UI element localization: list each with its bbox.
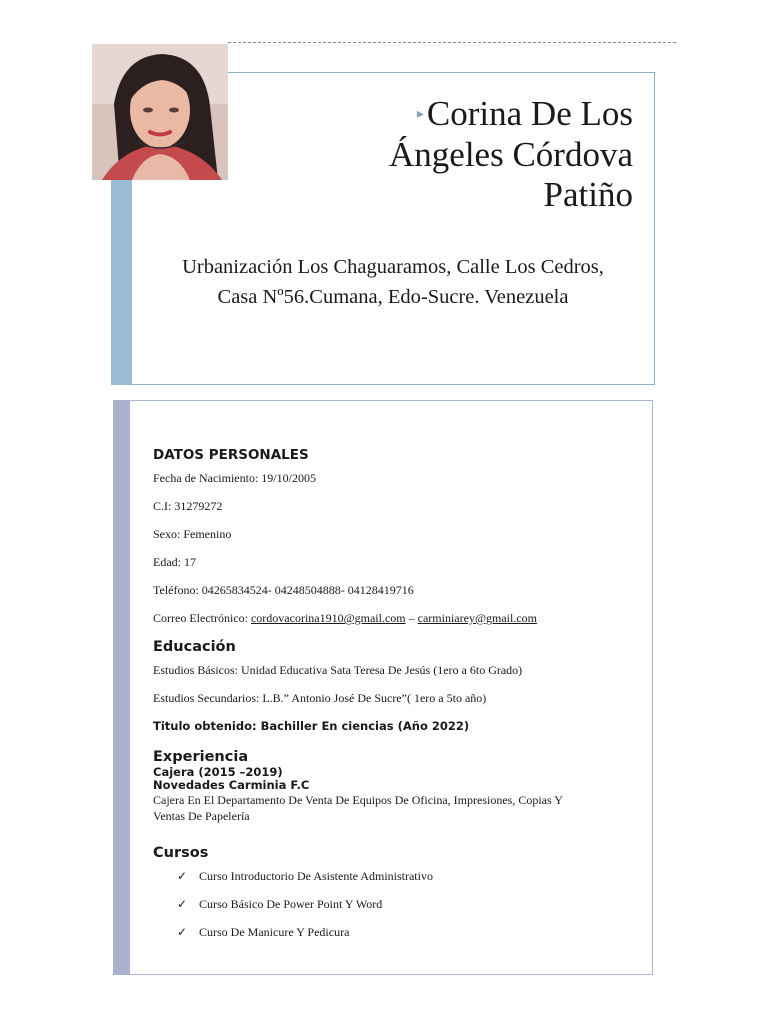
- checkmark-icon: ✓: [177, 925, 188, 939]
- address-line-2: Casa Nº56.Cumana, Edo-Sucre. Venezuela: [217, 286, 569, 308]
- fecha-nacimiento: Fecha de Nacimiento: 19/10/2005: [153, 471, 316, 485]
- correo-separator: –: [405, 611, 418, 625]
- correo-electronico: [153, 610, 633, 626]
- address: [140, 252, 646, 312]
- cv-content: [153, 446, 633, 952]
- experiencia-descripcion-2: Ventas De Papelería: [153, 809, 250, 823]
- name-line-1-text: Corina De Los: [426, 94, 633, 133]
- experiencia-empresa: Novedades Carminia F.C: [153, 778, 310, 792]
- checkmark-icon: ✓: [177, 869, 188, 883]
- telefono: Teléfono: 04265834524- 04248504888- 04128419716: [153, 583, 414, 597]
- curso-label: Curso Básico De Power Point Y Word: [199, 897, 383, 911]
- section-title-experiencia: Experiencia: [153, 749, 249, 765]
- curso-label: Curso De Manicure Y Pedicura: [199, 925, 350, 939]
- experiencia-cargo: Cajera (2015 –2019): [153, 765, 283, 779]
- email-link-1[interactable]: cordovacorina1910@gmail.com: [250, 611, 406, 625]
- list-item: [153, 896, 633, 912]
- edad: Edad: 17: [153, 555, 196, 569]
- experiencia-descripcion-1: Cajera En El Departamento De Venta De Equipos De Oficina, Impresiones, Copias Y: [153, 793, 563, 807]
- sexo: Sexo: Femenino: [153, 527, 232, 541]
- section-title-cursos: Cursos: [153, 845, 209, 861]
- portrait-photo-icon: [92, 44, 228, 180]
- cursos-list: [153, 868, 633, 940]
- list-item: [153, 868, 633, 884]
- section-title-datos-personales: DATOS PERSONALES: [153, 447, 309, 463]
- address-line-1: Urbanización Los Chaguaramos, Calle Los Cedros,: [182, 256, 604, 278]
- name-line-3: Patiño: [543, 175, 633, 214]
- header-accent-bar: [111, 180, 132, 385]
- estudios-secundarios: Estudios Secundarios: L.B.” Antonio José De Sucre”( 1ero a 5to año): [153, 691, 487, 705]
- name-line-2: Ángeles Córdova: [389, 135, 633, 174]
- bullet-triangle-icon: ▸: [416, 107, 424, 122]
- correo-label: Correo Electrónico:: [153, 611, 251, 625]
- curso-label: Curso Introductorio De Asistente Administrativo: [199, 869, 433, 883]
- estudios-basicos: Estudios Básicos: Unidad Educativa Sata Teresa De Jesús (1ero a 6to Grado): [153, 663, 523, 677]
- list-item: [153, 924, 633, 940]
- section-title-educacion: Educación: [153, 639, 236, 655]
- titulo-obtenido: Titulo obtenido: Bachiller En ciencias (Año 2022): [153, 719, 470, 733]
- profile-photo: [92, 44, 228, 180]
- checkmark-icon: ✓: [177, 897, 188, 911]
- email-link-2[interactable]: carminiarey@gmail.com: [417, 611, 537, 625]
- cedula: C.I: 31279272: [153, 499, 223, 513]
- candidate-name: [213, 94, 633, 215]
- name-line-1: [213, 94, 633, 135]
- body-accent-bar: [113, 400, 130, 975]
- top-dashed-divider: [228, 42, 676, 43]
